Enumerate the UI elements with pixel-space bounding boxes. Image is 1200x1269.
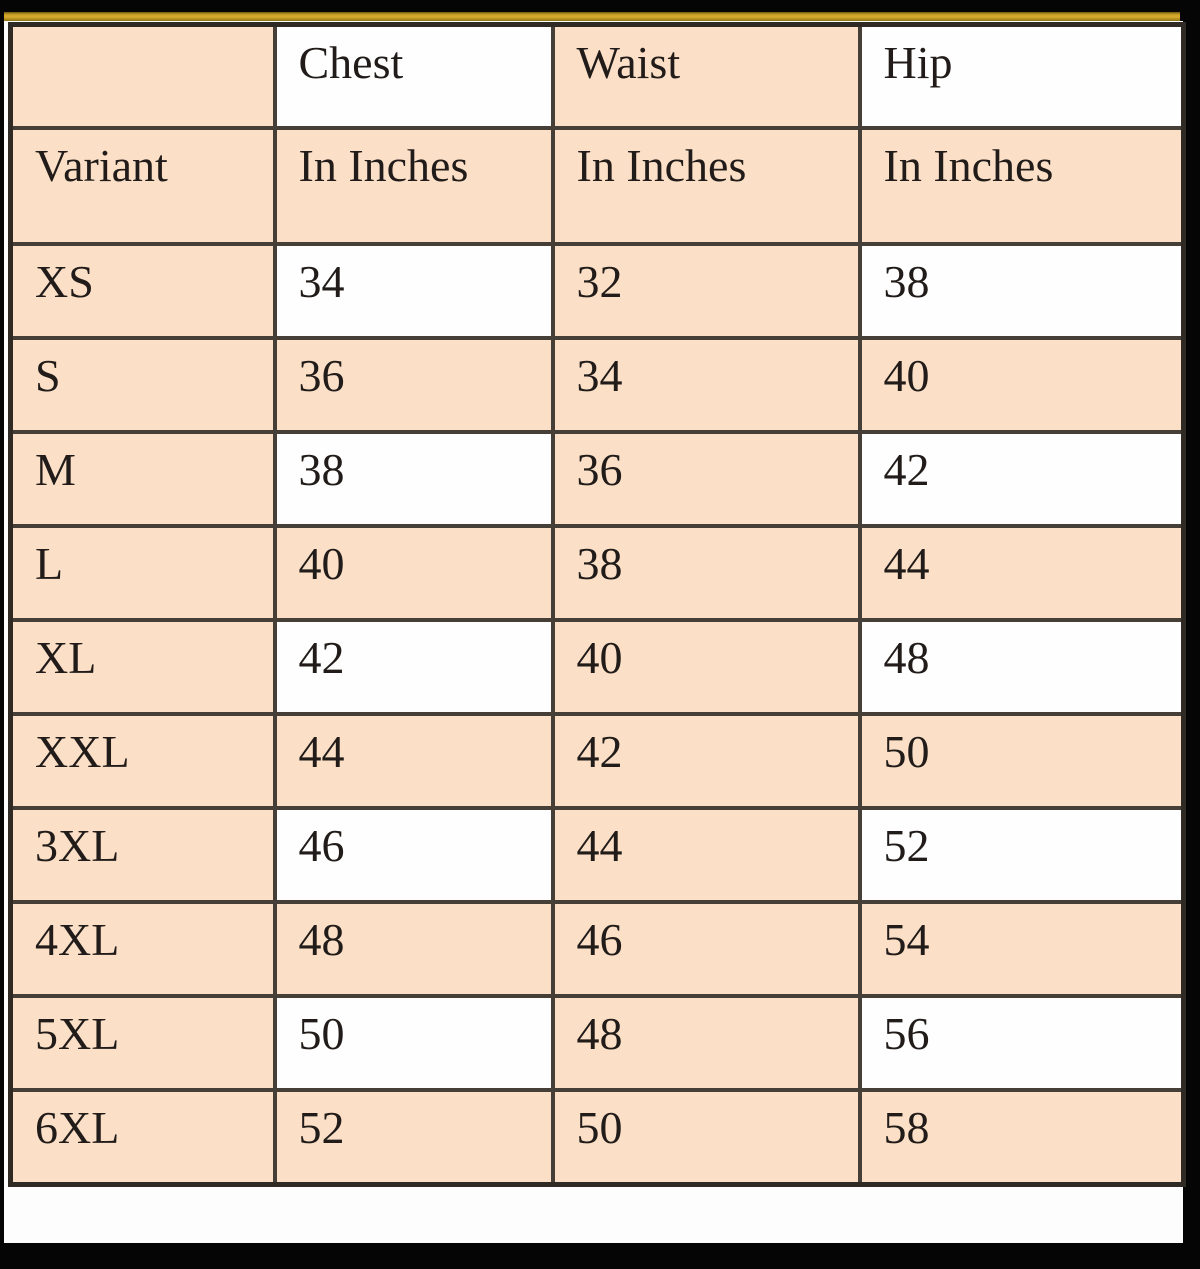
hip-cell: 56 xyxy=(860,996,1184,1090)
hip-cell: 40 xyxy=(860,338,1184,432)
hip-cell: 58 xyxy=(860,1090,1184,1185)
table-row-xl xyxy=(11,620,1184,714)
units-cell-variant: Variant xyxy=(11,128,275,244)
variant-cell: XL xyxy=(11,620,275,714)
hip-cell: 44 xyxy=(860,526,1184,620)
chest-cell: 36 xyxy=(275,338,553,432)
chest-cell: 38 xyxy=(275,432,553,526)
chest-cell: 48 xyxy=(275,902,553,996)
units-cell-chest: In Inches xyxy=(275,128,553,244)
hip-cell: 50 xyxy=(860,714,1184,808)
chest-cell: 52 xyxy=(275,1090,553,1185)
waist-cell: 50 xyxy=(553,1090,860,1185)
table-row-m xyxy=(11,432,1184,526)
variant-cell: 6XL xyxy=(11,1090,275,1185)
waist-cell: 38 xyxy=(553,526,860,620)
hip-cell: 42 xyxy=(860,432,1184,526)
hip-cell: 38 xyxy=(860,244,1184,338)
page-background xyxy=(4,21,1183,1243)
waist-cell: 42 xyxy=(553,714,860,808)
chest-cell: 50 xyxy=(275,996,553,1090)
table-row-units xyxy=(11,128,1184,244)
header-cell-empty xyxy=(11,25,275,129)
header-cell-waist: Waist xyxy=(553,25,860,129)
chest-cell: 40 xyxy=(275,526,553,620)
variant-cell: 3XL xyxy=(11,808,275,902)
waist-cell: 36 xyxy=(553,432,860,526)
waist-cell: 46 xyxy=(553,902,860,996)
waist-cell: 34 xyxy=(553,338,860,432)
units-cell-hip: In Inches xyxy=(860,128,1184,244)
chest-cell: 44 xyxy=(275,714,553,808)
table-row-l xyxy=(11,526,1184,620)
waist-cell: 44 xyxy=(553,808,860,902)
waist-cell: 48 xyxy=(553,996,860,1090)
table-row-5xl xyxy=(11,996,1184,1090)
header-cell-chest: Chest xyxy=(275,25,553,129)
hip-cell: 52 xyxy=(860,808,1184,902)
table-row-xs xyxy=(11,244,1184,338)
variant-cell: M xyxy=(11,432,275,526)
table-row-4xl xyxy=(11,902,1184,996)
variant-cell: L xyxy=(11,526,275,620)
variant-cell: 4XL xyxy=(11,902,275,996)
table-row-xxl xyxy=(11,714,1184,808)
size-chart-table xyxy=(8,22,1186,1187)
variant-cell: S xyxy=(11,338,275,432)
waist-cell: 40 xyxy=(553,620,860,714)
variant-cell: XXL xyxy=(11,714,275,808)
table-row-6xl xyxy=(11,1090,1184,1185)
waist-cell: 32 xyxy=(553,244,860,338)
hip-cell: 54 xyxy=(860,902,1184,996)
chest-cell: 42 xyxy=(275,620,553,714)
table-row-header xyxy=(11,25,1184,129)
chest-cell: 46 xyxy=(275,808,553,902)
chest-cell: 34 xyxy=(275,244,553,338)
header-cell-hip: Hip xyxy=(860,25,1184,129)
table-row-3xl xyxy=(11,808,1184,902)
gold-divider-line xyxy=(4,12,1180,21)
table-row-s xyxy=(11,338,1184,432)
hip-cell: 48 xyxy=(860,620,1184,714)
variant-cell: XS xyxy=(11,244,275,338)
units-cell-waist: In Inches xyxy=(553,128,860,244)
variant-cell: 5XL xyxy=(11,996,275,1090)
